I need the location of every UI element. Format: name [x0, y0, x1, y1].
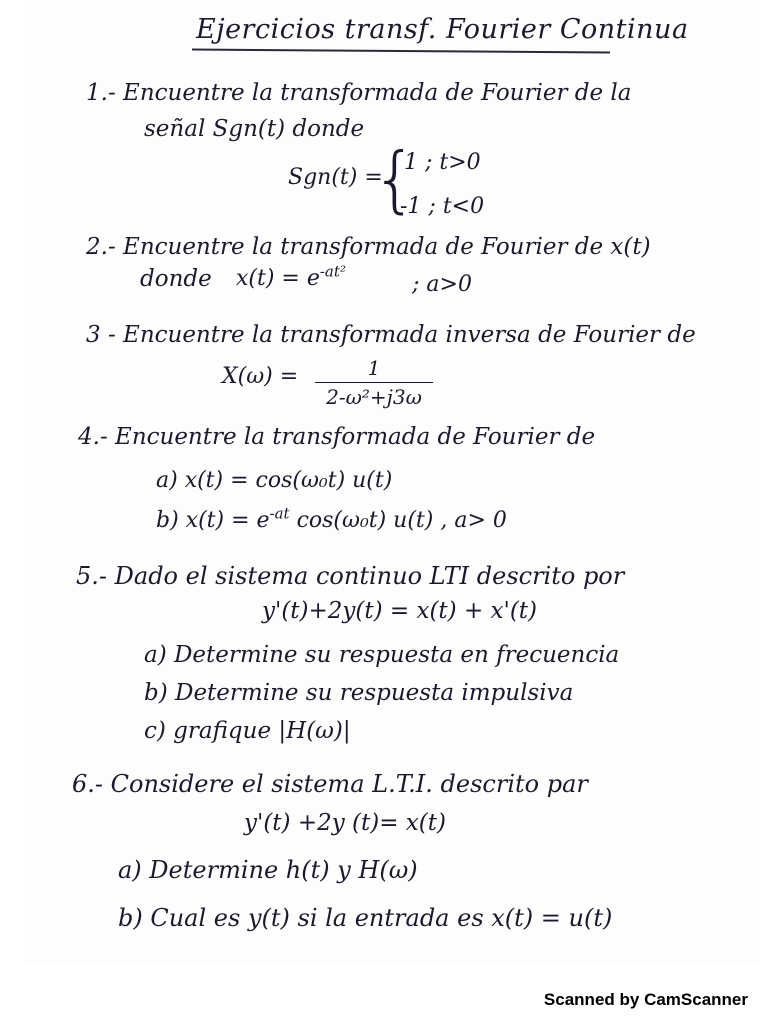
exercise-1-statement: 1.- Encuentre la transformada de Fourier de la: [86, 80, 632, 106]
exercise-3-lhs: X(ω) =: [222, 364, 299, 389]
exercise-1-statement-cont: señal Sgn(t) donde: [144, 116, 365, 142]
exercise-6a: a) Determine h(t) y H(ω): [118, 856, 418, 884]
exercise-5c: c) grafique |H(ω)|: [144, 718, 351, 744]
exercise-2-condition: ; a>0: [412, 272, 472, 297]
exercise-1-brace: {: [372, 137, 418, 221]
exercise-4a: a) x(t) = cos(ω₀t) u(t): [156, 468, 393, 493]
exercise-1-sgn-lhs: Sgn(t) =: [288, 165, 383, 190]
exercise-6-statement: 6.- Considere el sistema L.T.I. descrito par: [72, 770, 588, 798]
camscanner-watermark: Scanned by CamScanner: [543, 990, 748, 1009]
exercise-3-denominator: 2-ω²+j3ω: [326, 385, 422, 409]
exercise-1-case-negative: -1 ; t<0: [400, 194, 485, 219]
exercise-3-numerator: 1: [367, 356, 381, 380]
exercise-6-equation: y'(t) +2y (t)= x(t): [244, 810, 446, 836]
exercise-3-fraction: [312, 356, 436, 409]
exercise-5-equation: y'(t)+2y(t) = x(t) + x'(t): [262, 598, 538, 624]
exercise-5b: b) Determine su respuesta impulsiva: [144, 680, 574, 706]
exercise-1-case-positive: 1 ; t>0: [404, 150, 481, 175]
page-title: Ejercicios transf. Fourier Continua: [196, 14, 689, 45]
exercise-4-statement: 4.- Encuentre la transformada de Fourier de: [78, 424, 596, 450]
exercise-2-statement: 2.- Encuentre la transformada de Fourier de x(t): [86, 234, 651, 260]
exercise-3-statement: 3 - Encuentre la transformada inversa de Fourier de: [86, 322, 696, 348]
exercise-5a: a) Determine su respuesta en frecuencia: [144, 642, 620, 668]
exercise-2-equation: $x(t) = e^{-at^2}$: [236, 262, 346, 291]
exercise-4b: b) $x(t) = e^{-at}$ cos(ω₀t) u(t) , a> 0: [156, 504, 507, 533]
exercise-5-statement: 5.- Dado el sistema continuo LTI descrito por: [76, 562, 625, 590]
exercise-2-donde: donde: [140, 266, 212, 292]
exercise-6b: b) Cual es y(t) si la entrada es x(t) = u(t): [118, 904, 613, 932]
